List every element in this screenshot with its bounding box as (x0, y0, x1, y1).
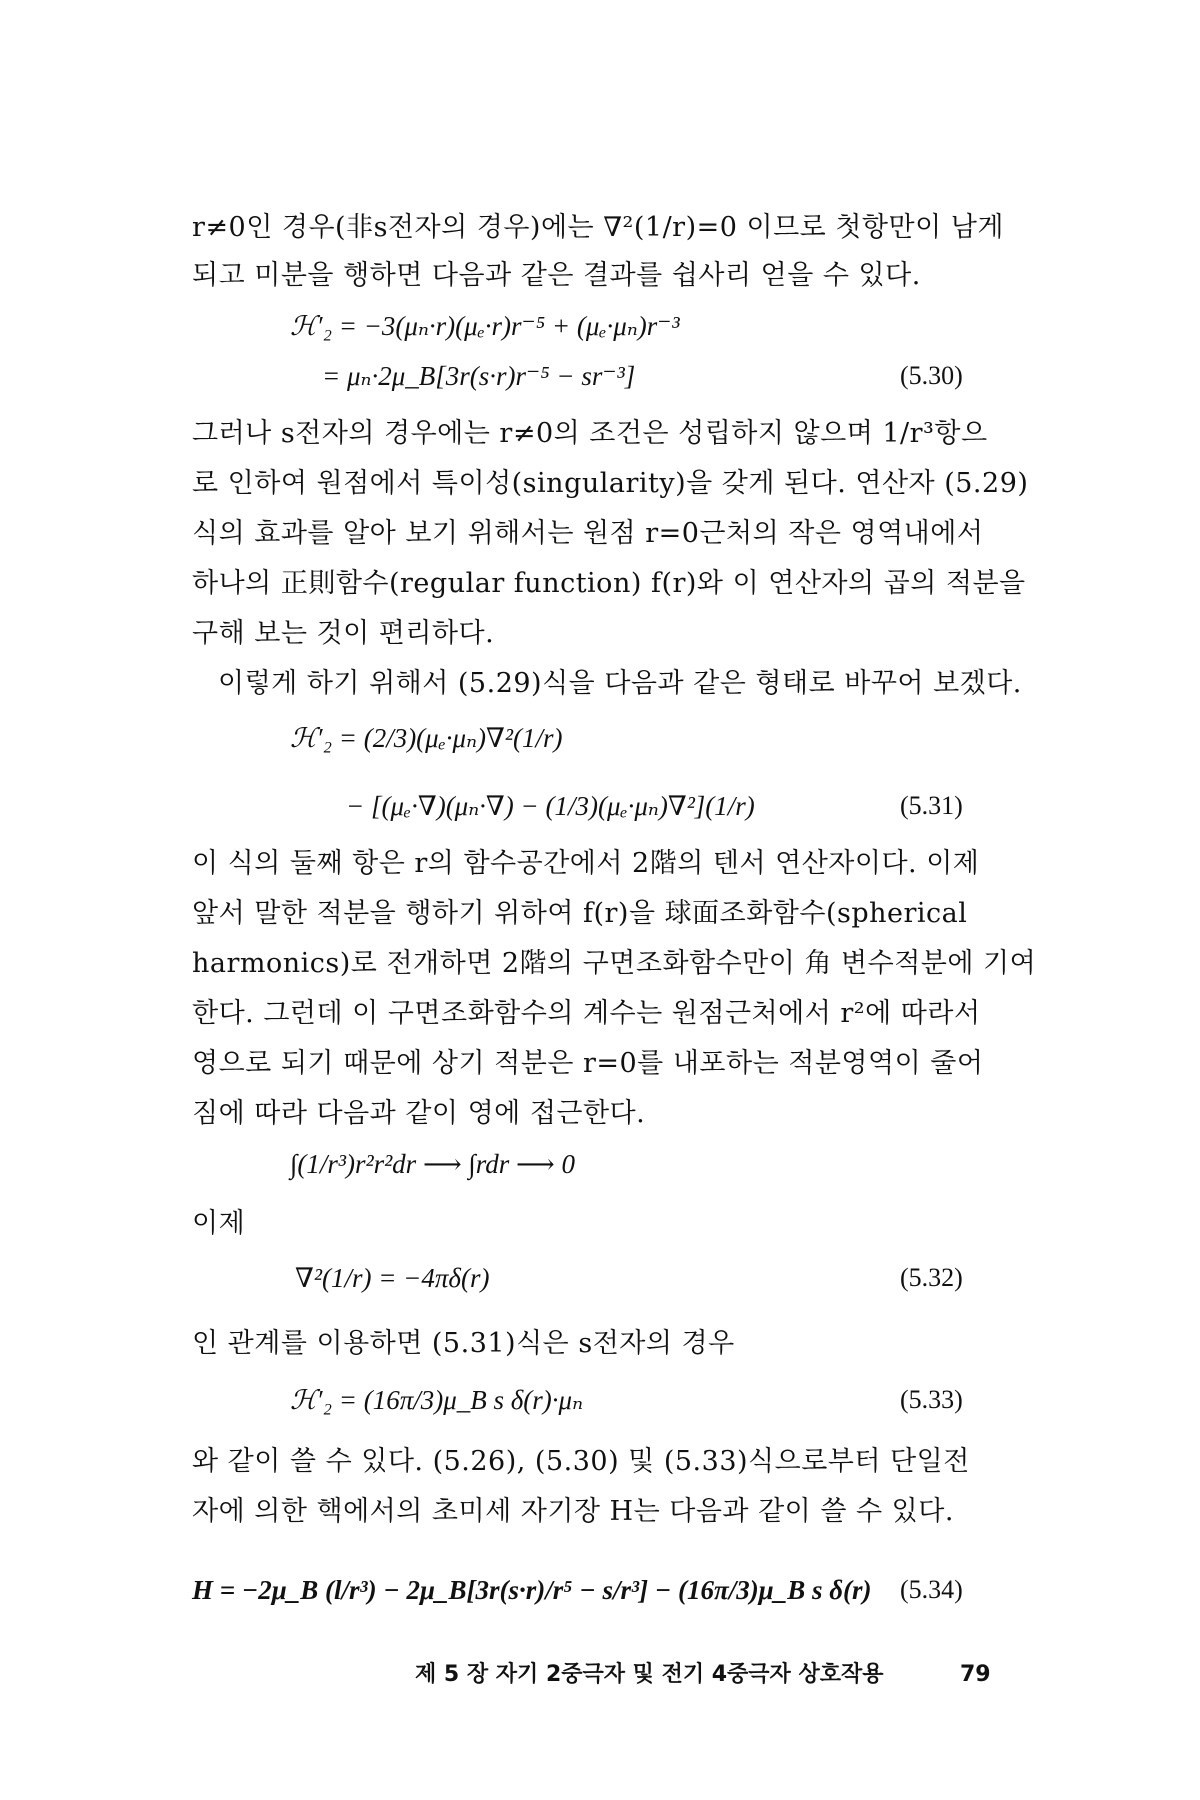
equation-5-31-line-2: − [(μₑ·∇)(μₙ·∇) − (1/3)(μₑ·μₙ)∇²](1/r) (346, 791, 755, 821)
text-line-1: r≠0인 경우(非s전자의 경우)에는 ∇²(1/r)=0 이므로 첫항만이 남게 (192, 212, 1004, 243)
text-line-4: 로 인하여 원점에서 특이성(singularity)을 갖게 된다. 연산자 (5.29) (192, 468, 1029, 499)
text-line-5: 식의 효과를 알아 보기 위해서는 원점 r=0근처의 작은 영역내에서 (192, 518, 984, 549)
equation-5-33: ℋ′₂ = (16π/3)μ_B s δ(r)·μₙ (290, 1385, 584, 1415)
equation-5-30-line-2: = μₙ·2μ_B[3r(s·r)r⁻⁵ − sr⁻³] (322, 361, 636, 391)
equation-5-34: H = −2μ_B (l/r³) − 2μ_B[3r(s·r)/r⁵ − s/r³] − (16π/3)μ_B s δ(r) (192, 1575, 872, 1605)
text-line-15: 이제 (192, 1208, 246, 1239)
text-line-3: 그러나 s전자의 경우에는 r≠0의 조건은 성립하지 않으며 1/r³항으 (192, 418, 988, 449)
integral-estimate: ∫(1/r³)r²r²dr ⟶ ∫rdr ⟶ 0 (290, 1149, 576, 1179)
equation-number-5-30: (5.30) (900, 361, 963, 390)
text-line-16: 인 관계를 이용하면 (5.31)식은 s전자의 경우 (192, 1328, 735, 1359)
equation-number-5-34: (5.34) (900, 1575, 963, 1604)
text-line-14: 짐에 따라 다음과 같이 영에 접근한다. (192, 1098, 646, 1129)
text-line-12: 한다. 그런데 이 구면조화함수의 계수는 원점근처에서 r²에 따라서 (192, 998, 981, 1029)
text-line-18: 자에 의한 핵에서의 초미세 자기장 H는 다음과 같이 쓸 수 있다. (192, 1496, 954, 1527)
equation-number-5-31: (5.31) (900, 791, 963, 820)
equation-5-31-line-1: ℋ′₂ = (2/3)(μₑ·μₙ)∇²(1/r) (290, 723, 563, 753)
text-line-9: 이 식의 둘째 항은 r의 함수공간에서 2階의 텐서 연산자이다. 이제 (192, 848, 980, 879)
equation-number-5-32: (5.32) (900, 1263, 963, 1292)
text-line-7: 구해 보는 것이 편리하다. (192, 618, 495, 649)
text-line-13: 영으로 되기 때문에 상기 적분은 r=0를 내포하는 적분영역이 줄어 (192, 1048, 984, 1079)
text-line-2: 되고 미분을 행하면 다음과 같은 결과를 쉽사리 얻을 수 있다. (192, 260, 921, 291)
equation-number-5-33: (5.33) (900, 1385, 963, 1414)
text-line-17: 와 같이 쓸 수 있다. (5.26), (5.30) 및 (5.33)식으로부터 단일전 (192, 1446, 970, 1477)
text-line-11: harmonics)로 전개하면 2階의 구면조화함수만이 角 변수적분에 기여 (192, 948, 1037, 979)
running-head: 제 5 장 자기 2중극자 및 전기 4중극자 상호작용 (415, 1662, 884, 1687)
equation-5-30-line-1: ℋ′₂ = −3(μₙ·r)(μₑ·r)r⁻⁵ + (μₑ·μₙ)r⁻³ (290, 311, 680, 341)
text-line-10: 앞서 말한 적분을 행하기 위하여 f(r)을 球面조화함수(spherical (192, 898, 968, 929)
equation-5-32: ∇²(1/r) = −4πδ(r) (295, 1263, 490, 1293)
page-number: 79 (960, 1662, 991, 1687)
text-line-6: 하나의 正則함수(regular function) f(r)와 이 연산자의 곱의 적분을 (192, 568, 1026, 599)
text-line-8: 이렇게 하기 위해서 (5.29)식을 다음과 같은 형태로 바꾸어 보겠다. (218, 668, 1022, 699)
